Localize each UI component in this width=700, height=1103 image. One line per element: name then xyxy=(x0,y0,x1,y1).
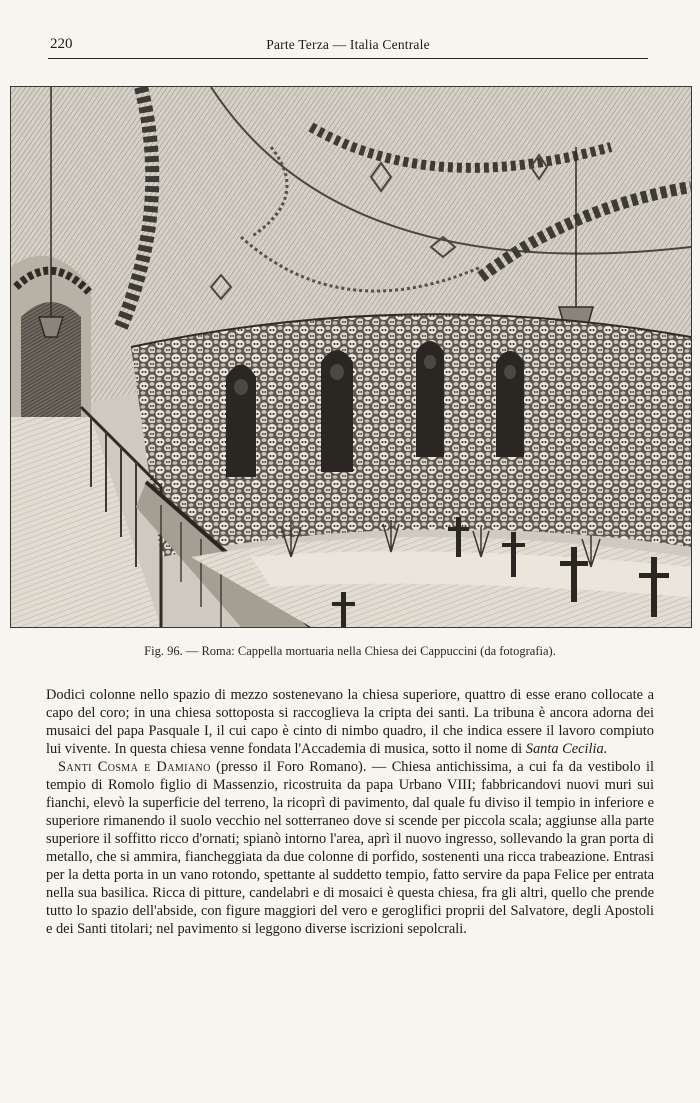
page-number: 220 xyxy=(50,36,73,52)
engraving-illustration xyxy=(10,86,692,628)
paragraph-santi-cosma-damiano xyxy=(46,758,654,938)
running-head xyxy=(48,36,648,59)
section-heading-small-caps: Santi Cosma e Damiano xyxy=(58,759,211,775)
body-text xyxy=(46,686,654,938)
running-title: Parte Terza — Italia Centrale xyxy=(266,37,430,52)
paragraph-text: Dodici colonne nello spazio di mezzo sostenevano la chiesa superiore, quattro di esse erano collocate a capo del coro; in una chiesa sottoposta si raccoglieva la cripta dei santi. La tribuna è ancora adorna dei musaici del papa Pasquale I, il cui capo è cinto di nimbo quadro, il che indica essere il lavoro compiuto lui vivente. In questa chiesa venne fondata l'Accademia di musica, sotto il nome di xyxy=(46,687,654,757)
paragraph-santa-cecilia xyxy=(46,686,654,758)
italic-church-name: Santa Cecilia. xyxy=(525,741,608,757)
paragraph-text: (presso il Foro Romano). — Chiesa antichissima, a cui fa da vestibolo il tempio di Romolo figlio di Massenzio, ricostruita da papa Urbano VIII; fabbricandovi nuovi muri sui fianchi, elevò la superficie del terreno, la ricoprì di pavimento, dal quale fu diviso il tempio in inferiore e superiore rimanendo il suolo vecchio nel sotterraneo dove si scende per piccola scala; aggiunse alla parte superiore il soffitto ricco d'ornati; spianò intorno l'area, aprì il nuovo ingresso, sollevando la gran porta di metallo, che si ammira, fiancheggiata da due colonne di porfido, sostenenti una ricca trabeazione. Entrasi per la detta porta in un vano rotondo, spettante al suddetto tempio, fatto servire da papa Felice per entrata nella sua basilica. Ricca di pitture, candelabri e di mosaici è questa chiesa, fra gli altri, quello che prende tutto lo spazio dell'abside, con figure maggiori del vero e geroglifici proprii del Salvatore, degli Apostoli e dei Santi titolari; nel pavimento si leggono diverse iscrizioni sepolcrali. xyxy=(46,759,654,937)
figure-caption: Fig. 96. — Roma: Cappella mortuaria nella Chiesa dei Cappuccini (da fotografia). xyxy=(144,644,556,658)
